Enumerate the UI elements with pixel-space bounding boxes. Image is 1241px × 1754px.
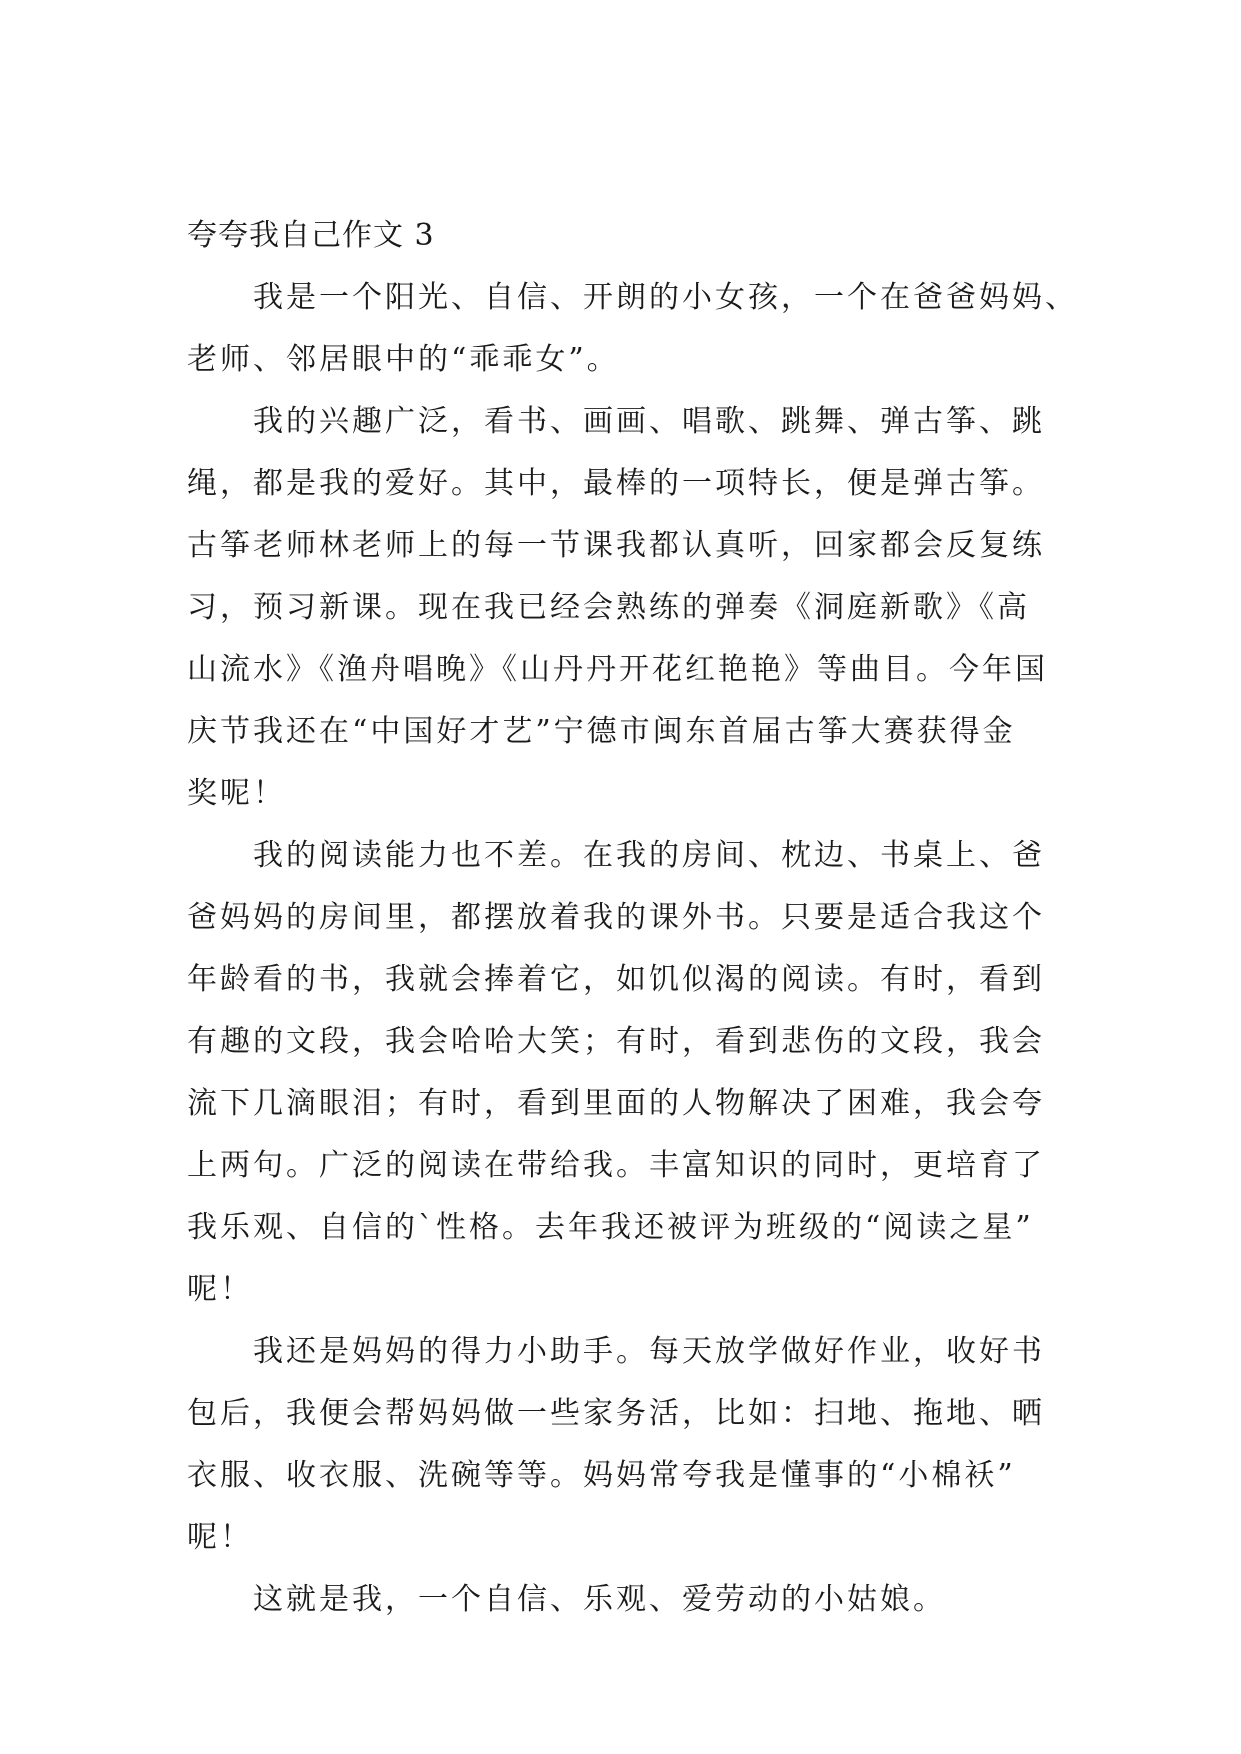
text-line: 我的兴趣广泛，看书、画画、唱歌、跳舞、弹古筝、跳	[253, 404, 1045, 439]
text-line: 包后，我便会帮妈妈做一些家务活，比如：扫地、拖地、晒	[187, 1396, 1045, 1431]
text-line: 绳，都是我的爱好。其中，最棒的一项特长，便是弹古筝。	[187, 466, 1045, 501]
text-line: 奖呢！	[187, 776, 286, 811]
document-body	[187, 205, 1078, 1631]
text-line: 我的阅读能力也不差。在我的房间、枕边、书桌上、爸	[253, 838, 1045, 873]
text-line: 爸妈妈的房间里，都摆放着我的课外书。只要是适合我这个	[187, 900, 1045, 935]
text-line: 年龄看的书，我就会捧着它，如饥似渴的阅读。有时，看到	[187, 962, 1045, 997]
text-line: 这就是我，一个自信、乐观、爱劳动的小姑娘。	[253, 1582, 946, 1617]
paragraph-3	[187, 825, 1057, 1321]
text-line: 上两句。广泛的阅读在带给我。丰富知识的同时，更培育了	[187, 1148, 1045, 1183]
text-line: 我还是妈妈的得力小助手。每天放学做好作业，收好书	[253, 1334, 1045, 1369]
paragraph-4	[187, 1321, 1057, 1569]
text-line: 老师、邻居眼中的“乖乖女”。	[187, 342, 620, 377]
paragraph-1	[187, 267, 1078, 391]
text-line: 流下几滴眼泪；有时，看到里面的人物解决了困难，我会夸	[187, 1086, 1045, 1121]
text-line: 庆节我还在“中国好才艺”宁德市闽东首届古筝大赛获得金	[187, 714, 1016, 749]
text-line: 山流水》《渔舟唱晚》《山丹丹开花红艳艳》等曲目。今年国	[187, 652, 1048, 687]
text-line: 习，预习新课。现在我已经会熟练的弹奏《洞庭新歌》《高	[187, 590, 1030, 625]
text-line: 我乐观、自信的`性格。去年我还被评为班级的“阅读之星”	[187, 1210, 1034, 1245]
paragraph-2	[187, 391, 1057, 825]
text-line: 衣服、收衣服、洗碗等等。妈妈常夸我是懂事的“小棉袄”	[187, 1458, 1016, 1493]
paragraph-5	[187, 1569, 1057, 1631]
text-line: 呢！	[187, 1520, 253, 1555]
text-line: 呢！	[187, 1272, 253, 1307]
text-line: 我是一个阳光、自信、开朗的小女孩，一个在爸爸妈妈、	[253, 280, 1078, 315]
text-line: 古筝老师林老师上的每一节课我都认真听，回家都会反复练	[187, 528, 1045, 563]
document-title: 夸夸我自己作文 3	[187, 218, 435, 253]
text-line: 有趣的文段，我会哈哈大笑；有时，看到悲伤的文段，我会	[187, 1024, 1045, 1059]
